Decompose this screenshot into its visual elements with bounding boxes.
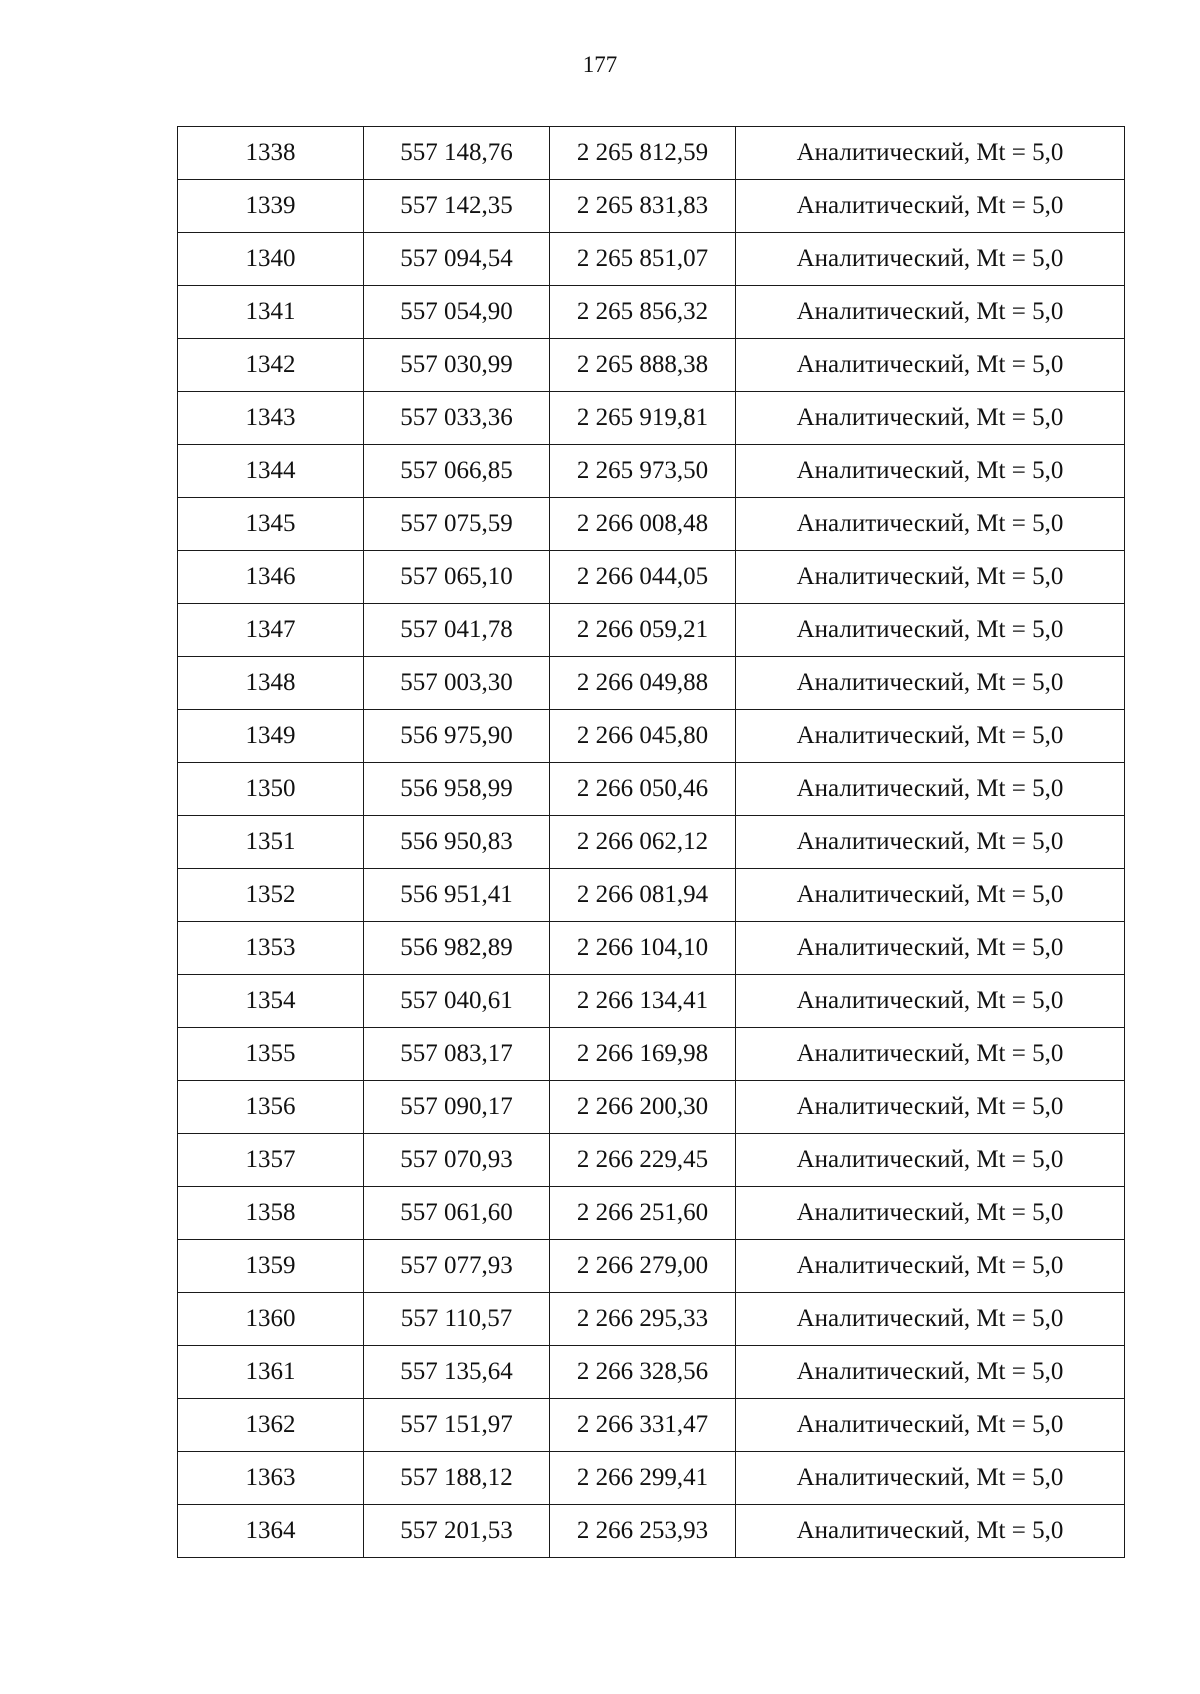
point-number-cell: 1358: [178, 1187, 364, 1240]
table-row: [178, 445, 1125, 498]
y-coordinate-cell: 2 266 200,30: [550, 1081, 736, 1134]
table-row: [178, 1505, 1125, 1558]
method-cell: Аналитический, Mt = 5,0: [736, 180, 1125, 233]
x-coordinate-cell: 557 151,97: [364, 1399, 550, 1452]
x-coordinate-cell: 557 142,35: [364, 180, 550, 233]
x-coordinate-cell: 556 982,89: [364, 922, 550, 975]
point-number-cell: 1352: [178, 869, 364, 922]
point-number-cell: 1355: [178, 1028, 364, 1081]
y-coordinate-cell: 2 266 253,93: [550, 1505, 736, 1558]
table-row: [178, 127, 1125, 180]
method-cell: Аналитический, Mt = 5,0: [736, 922, 1125, 975]
method-cell: Аналитический, Mt = 5,0: [736, 763, 1125, 816]
y-coordinate-cell: 2 266 049,88: [550, 657, 736, 710]
table-row: [178, 1293, 1125, 1346]
method-cell: Аналитический, Mt = 5,0: [736, 551, 1125, 604]
x-coordinate-cell: 557 054,90: [364, 286, 550, 339]
table-row: [178, 1028, 1125, 1081]
y-coordinate-cell: 2 266 062,12: [550, 816, 736, 869]
table-row: [178, 286, 1125, 339]
y-coordinate-cell: 2 266 328,56: [550, 1346, 736, 1399]
point-number-cell: 1340: [178, 233, 364, 286]
method-cell: Аналитический, Mt = 5,0: [736, 657, 1125, 710]
method-cell: Аналитический, Mt = 5,0: [736, 127, 1125, 180]
y-coordinate-cell: 2 266 081,94: [550, 869, 736, 922]
table-row: [178, 763, 1125, 816]
y-coordinate-cell: 2 266 050,46: [550, 763, 736, 816]
x-coordinate-cell: 557 061,60: [364, 1187, 550, 1240]
table-row: [178, 1240, 1125, 1293]
y-coordinate-cell: 2 266 299,41: [550, 1452, 736, 1505]
method-cell: Аналитический, Mt = 5,0: [736, 710, 1125, 763]
y-coordinate-cell: 2 266 104,10: [550, 922, 736, 975]
x-coordinate-cell: 557 090,17: [364, 1081, 550, 1134]
table-row: [178, 869, 1125, 922]
point-number-cell: 1359: [178, 1240, 364, 1293]
x-coordinate-cell: 557 033,36: [364, 392, 550, 445]
method-cell: Аналитический, Mt = 5,0: [736, 604, 1125, 657]
x-coordinate-cell: 557 110,57: [364, 1293, 550, 1346]
x-coordinate-cell: 557 041,78: [364, 604, 550, 657]
x-coordinate-cell: 557 066,85: [364, 445, 550, 498]
y-coordinate-cell: 2 265 888,38: [550, 339, 736, 392]
x-coordinate-cell: 557 094,54: [364, 233, 550, 286]
y-coordinate-cell: 2 265 812,59: [550, 127, 736, 180]
point-number-cell: 1350: [178, 763, 364, 816]
y-coordinate-cell: 2 265 919,81: [550, 392, 736, 445]
x-coordinate-cell: 556 958,99: [364, 763, 550, 816]
table-row: [178, 657, 1125, 710]
point-number-cell: 1360: [178, 1293, 364, 1346]
page-number: 177: [582, 52, 618, 77]
point-number-cell: 1364: [178, 1505, 364, 1558]
table-row: [178, 498, 1125, 551]
table-row: [178, 1399, 1125, 1452]
table-row: [178, 233, 1125, 286]
x-coordinate-cell: 557 135,64: [364, 1346, 550, 1399]
method-cell: Аналитический, Mt = 5,0: [736, 339, 1125, 392]
method-cell: Аналитический, Mt = 5,0: [736, 1240, 1125, 1293]
table-row: [178, 1346, 1125, 1399]
table-row: [178, 1187, 1125, 1240]
method-cell: Аналитический, Mt = 5,0: [736, 1346, 1125, 1399]
y-coordinate-cell: 2 265 831,83: [550, 180, 736, 233]
method-cell: Аналитический, Mt = 5,0: [736, 233, 1125, 286]
y-coordinate-cell: 2 265 851,07: [550, 233, 736, 286]
point-number-cell: 1347: [178, 604, 364, 657]
method-cell: Аналитический, Mt = 5,0: [736, 816, 1125, 869]
point-number-cell: 1348: [178, 657, 364, 710]
method-cell: Аналитический, Mt = 5,0: [736, 498, 1125, 551]
y-coordinate-cell: 2 266 331,47: [550, 1399, 736, 1452]
point-number-cell: 1344: [178, 445, 364, 498]
x-coordinate-cell: 556 950,83: [364, 816, 550, 869]
y-coordinate-cell: 2 266 044,05: [550, 551, 736, 604]
x-coordinate-cell: 557 030,99: [364, 339, 550, 392]
point-number-cell: 1362: [178, 1399, 364, 1452]
method-cell: Аналитический, Mt = 5,0: [736, 1028, 1125, 1081]
coordinates-table: [177, 126, 1125, 1558]
y-coordinate-cell: 2 266 059,21: [550, 604, 736, 657]
table-row: [178, 604, 1125, 657]
x-coordinate-cell: 557 070,93: [364, 1134, 550, 1187]
point-number-cell: 1345: [178, 498, 364, 551]
point-number-cell: 1354: [178, 975, 364, 1028]
table-row: [178, 1134, 1125, 1187]
y-coordinate-cell: 2 266 045,80: [550, 710, 736, 763]
x-coordinate-cell: 557 148,76: [364, 127, 550, 180]
method-cell: Аналитический, Mt = 5,0: [736, 286, 1125, 339]
table-row: [178, 975, 1125, 1028]
y-coordinate-cell: 2 265 973,50: [550, 445, 736, 498]
y-coordinate-cell: 2 266 134,41: [550, 975, 736, 1028]
coordinates-table-body: [178, 127, 1125, 1558]
table-row: [178, 816, 1125, 869]
method-cell: Аналитический, Mt = 5,0: [736, 869, 1125, 922]
y-coordinate-cell: 2 266 251,60: [550, 1187, 736, 1240]
x-coordinate-cell: 557 075,59: [364, 498, 550, 551]
method-cell: Аналитический, Mt = 5,0: [736, 445, 1125, 498]
table-row: [178, 392, 1125, 445]
table-row: [178, 551, 1125, 604]
table-row: [178, 1452, 1125, 1505]
x-coordinate-cell: 557 077,93: [364, 1240, 550, 1293]
method-cell: Аналитический, Mt = 5,0: [736, 975, 1125, 1028]
x-coordinate-cell: 557 065,10: [364, 551, 550, 604]
method-cell: Аналитический, Mt = 5,0: [736, 392, 1125, 445]
method-cell: Аналитический, Mt = 5,0: [736, 1452, 1125, 1505]
y-coordinate-cell: 2 266 008,48: [550, 498, 736, 551]
y-coordinate-cell: 2 266 295,33: [550, 1293, 736, 1346]
method-cell: Аналитический, Mt = 5,0: [736, 1081, 1125, 1134]
x-coordinate-cell: 557 040,61: [364, 975, 550, 1028]
point-number-cell: 1343: [178, 392, 364, 445]
y-coordinate-cell: 2 266 229,45: [550, 1134, 736, 1187]
x-coordinate-cell: 557 083,17: [364, 1028, 550, 1081]
point-number-cell: 1353: [178, 922, 364, 975]
x-coordinate-cell: 557 188,12: [364, 1452, 550, 1505]
y-coordinate-cell: 2 266 169,98: [550, 1028, 736, 1081]
x-coordinate-cell: 557 201,53: [364, 1505, 550, 1558]
point-number-cell: 1357: [178, 1134, 364, 1187]
table-row: [178, 339, 1125, 392]
x-coordinate-cell: 557 003,30: [364, 657, 550, 710]
method-cell: Аналитический, Mt = 5,0: [736, 1134, 1125, 1187]
method-cell: Аналитический, Mt = 5,0: [736, 1399, 1125, 1452]
point-number-cell: 1363: [178, 1452, 364, 1505]
method-cell: Аналитический, Mt = 5,0: [736, 1293, 1125, 1346]
y-coordinate-cell: 2 265 856,32: [550, 286, 736, 339]
point-number-cell: 1341: [178, 286, 364, 339]
point-number-cell: 1339: [178, 180, 364, 233]
method-cell: Аналитический, Mt = 5,0: [736, 1187, 1125, 1240]
point-number-cell: 1361: [178, 1346, 364, 1399]
y-coordinate-cell: 2 266 279,00: [550, 1240, 736, 1293]
table-row: [178, 710, 1125, 763]
point-number-cell: 1342: [178, 339, 364, 392]
table-row: [178, 180, 1125, 233]
method-cell: Аналитический, Mt = 5,0: [736, 1505, 1125, 1558]
table-row: [178, 1081, 1125, 1134]
point-number-cell: 1351: [178, 816, 364, 869]
point-number-cell: 1346: [178, 551, 364, 604]
point-number-cell: 1338: [178, 127, 364, 180]
x-coordinate-cell: 556 951,41: [364, 869, 550, 922]
x-coordinate-cell: 556 975,90: [364, 710, 550, 763]
point-number-cell: 1356: [178, 1081, 364, 1134]
point-number-cell: 1349: [178, 710, 364, 763]
table-row: [178, 922, 1125, 975]
